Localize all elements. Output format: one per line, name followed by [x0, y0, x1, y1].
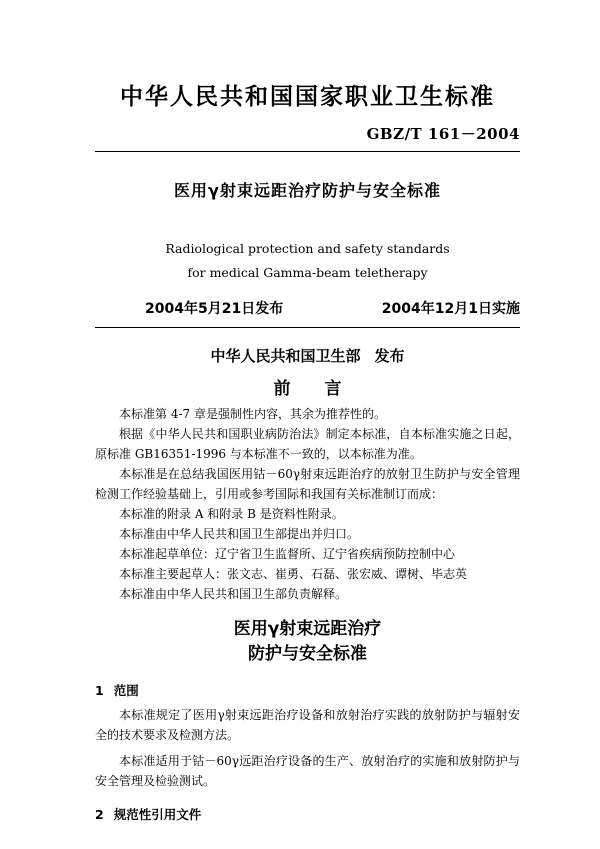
section-number: 2 [95, 807, 104, 822]
foreword-paragraph: 本标准由中华人民共和国卫生部提出并归口。 [119, 527, 360, 541]
dates-divider [95, 327, 520, 328]
document-title-en-line2: for medical Gamma-beam teletherapy [187, 265, 428, 280]
foreword-paragraph: 本标准第 4-7 章是强制性内容，其余为推荐性的。 [119, 407, 386, 421]
publish-label: 发布 [374, 347, 405, 365]
foreword-paragraph: 本标准的附录 A 和附录 B 是资料性附录。 [119, 507, 344, 521]
publisher-row [95, 345, 520, 366]
section-paragraph: 本标准规定了医用γ射束远距治疗设备和放射治疗实践的放射防护与辐射安全的技术要求及检测方法。 [95, 708, 520, 742]
foreword-paragraph: 本标准起草单位：辽宁省卫生监督所、辽宁省疾病预防控制中心 [119, 547, 456, 561]
standard-title-line1: 医用γ射束远距治疗 [233, 619, 382, 639]
header-divider [95, 151, 520, 152]
document-title-cn: 医用γ射束远距治疗防护与安全标准 [174, 181, 441, 200]
section-title: 范围 [113, 683, 139, 698]
section-number: 1 [95, 683, 104, 698]
dates-row [95, 298, 520, 318]
publish-date: 2004年5月21日发布 [145, 301, 284, 317]
standard-title [95, 617, 520, 667]
publisher-name: 中华人民共和国卫生部 [210, 347, 361, 365]
section-2-heading [95, 805, 520, 823]
foreword-paragraph: 本标准由中华人民共和国卫生部负责解释。 [119, 587, 348, 601]
section-paragraph: 本标准适用于钴－60γ远距治疗设备的生产、放射治疗的实施和放射防护与安全管理及检验测试。 [95, 754, 520, 788]
foreword-paragraph: 本标准主要起草人：张文志、崔勇、石磊、张宏威、谭树、毕志英 [119, 567, 468, 581]
foreword-paragraph: 根据《中华人民共和国职业病防治法》制定本标准，自本标准实施之日起，原标准 GB16351-1996 与本标准不一致的，以本标准为准。 [95, 427, 520, 461]
foreword-paragraph: 本标准是在总结我国医用钴－60γ射束远距治疗的放射卫生防护与安全管理检测工作经验基础上，引用或参考国际和我国有关标准制订而成： [95, 467, 520, 501]
standard-category-title: 中华人民共和国国家职业卫生标准 [120, 84, 495, 110]
implement-date: 2004年12月1日实施 [381, 301, 520, 317]
section-title: 规范性引用文件 [113, 807, 202, 822]
section-1-heading [95, 681, 520, 699]
section-normative-references [95, 805, 520, 823]
section-scope [95, 681, 520, 791]
standard-number: GBZ/T 161－2004 [366, 125, 520, 143]
standard-title-line2: 防护与安全标准 [248, 644, 367, 664]
document-title-en-line1: Radiological protection and safety standards [165, 241, 450, 256]
foreword-body [95, 404, 520, 604]
foreword-heading: 前 言 [273, 379, 342, 399]
